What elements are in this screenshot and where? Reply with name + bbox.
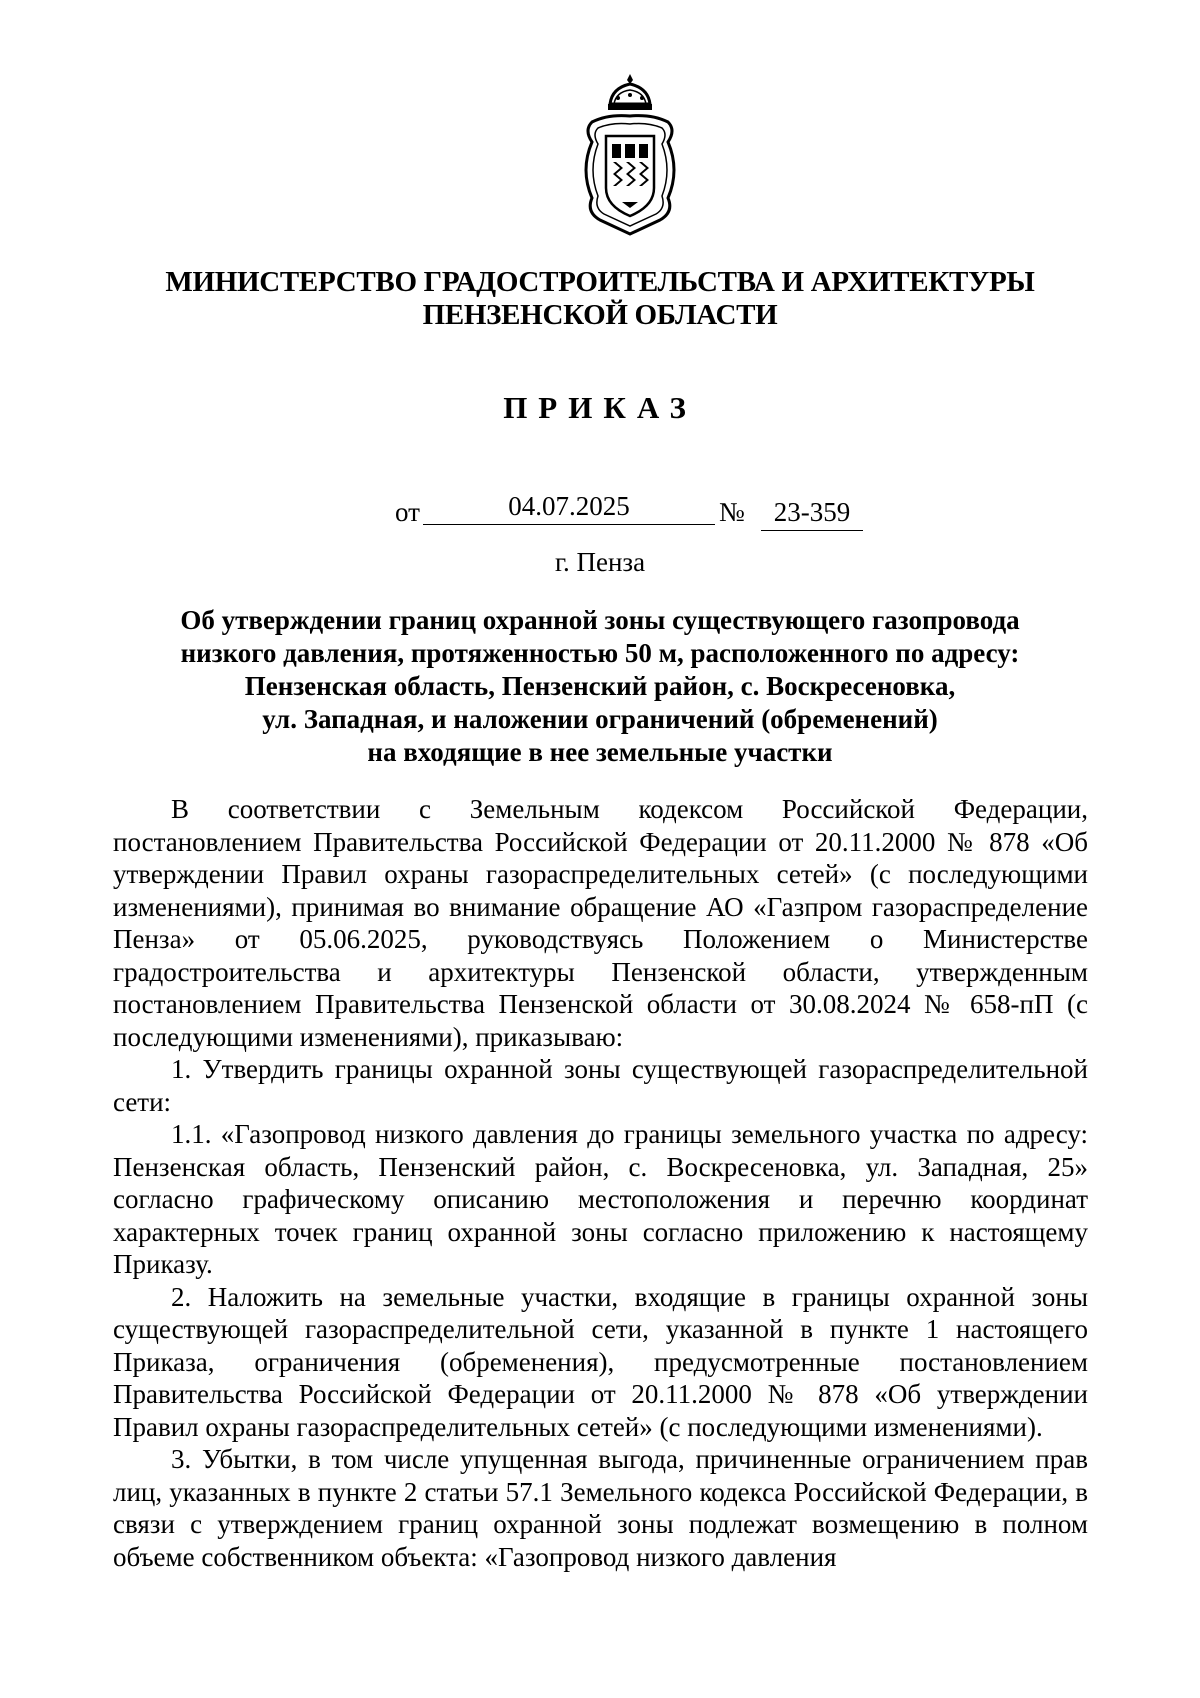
subject-line: на входящие в нее земельные участки — [367, 737, 833, 767]
order-number: 23-359 — [761, 497, 863, 531]
clause-1: 1. Утвердить границы охранной зоны существующей газораспределительной сети: — [113, 1054, 1088, 1117]
subject-line: Пензенская область, Пензенский район, с. Воскресеновка, — [244, 671, 956, 701]
subject-line: Об утверждении границ охранной зоны существующего газопровода — [180, 605, 1020, 635]
ministry-name — [120, 266, 1080, 332]
date-number-line — [395, 491, 875, 537]
clause-2: 2. Наложить на земельные участки, входящие в границы охранной зоны существующей газораспределительной сети, указанной в пункте 1 настоящего Приказа, ограничения (обременения), предусмотренные постановлением Правительства Российской Федерации от 20.11.2000 № 878 «Об утверждении Правил охраны газораспределительных сетей» (с последующими изменениями). — [113, 1281, 1088, 1442]
order-subject — [150, 604, 1050, 769]
order-title: ПРИКАЗ — [503, 390, 697, 425]
preamble-paragraph: В соответствии с Земельным кодексом Российской Федерации, постановлением Правительства Российской Федерации от 20.11.2000 № 878 «Об утверждении Правил охраны газораспределительных сетей» (с последующими изменениями), принимая во внимание обращение АО «Газпром газораспределение Пенза» от 05.06.2025, руководствуясь Положением о Министерстве градостроительства и архитектуры Пензенской области, утвержденным постановлением Правительства Пензенской области от 30.08.2024 № 658-пП (с последующими изменениями), приказываю: — [113, 794, 1088, 1052]
subject-line: ул. Западная, и наложении ограничений (обременений) — [262, 704, 938, 734]
clause-1-1: 1.1. «Газопровод низкого давления до границы земельного участка по адресу: Пензенская область, Пензенский район, с. Воскресеновка, ул. Западная, 25» согласно графическому описанию местоположения и перечню координат характерных точек границ охранной зоны согласно приложению к настоящему Приказу. — [113, 1119, 1088, 1279]
order-date: 04.07.2025 — [423, 491, 715, 525]
city: г. Пенза — [554, 547, 646, 577]
clause-3: 3. Убытки, в том числе упущенная выгода, причиненные ограничением прав лиц, указанных в пункте 2 статьи 57.1 Земельного кодекса Российской Федерации, в связи с утверждением границ охранной зоны подлежат возмещению в полном объеме собственником объекта: «Газопровод низкого давления — [113, 1444, 1088, 1572]
date-label: от — [395, 497, 420, 527]
order-body — [113, 793, 1088, 1573]
coat-of-arms-icon — [570, 70, 690, 240]
ministry-line-2: ПЕНЗЕНСКОЙ ОБЛАСТИ — [422, 299, 778, 331]
ministry-line-1: МИНИСТЕРСТВО ГРАДОСТРОИТЕЛЬСТВА И АРХИТЕКТУРЫ — [165, 266, 1035, 298]
subject-line: низкого давления, протяженностью 50 м, расположенного по адресу: — [180, 638, 1020, 668]
number-label: № — [719, 497, 745, 527]
